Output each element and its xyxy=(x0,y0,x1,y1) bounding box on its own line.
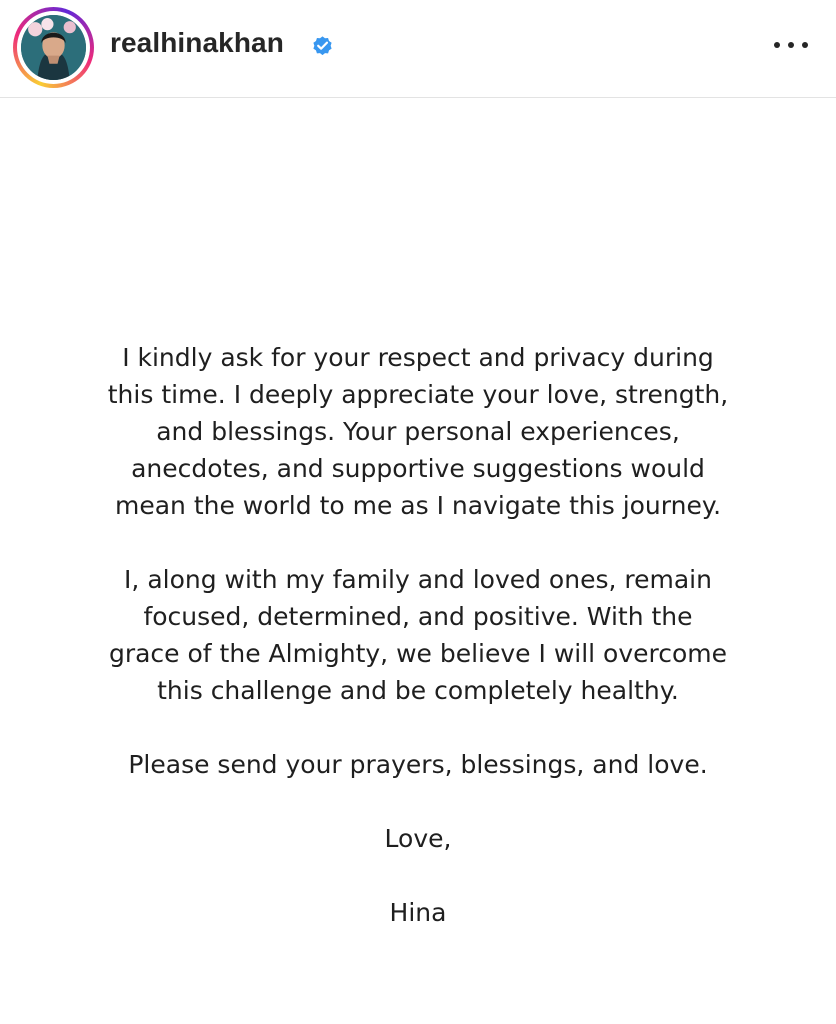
text-line: grace of the Almighty, we believe I will overcome xyxy=(108,639,728,668)
more-dot-2 xyxy=(788,42,794,48)
text-line: anecdotes, and supportive suggestions would xyxy=(131,454,705,483)
post-header xyxy=(0,0,836,98)
text-line: Hina xyxy=(389,898,447,927)
more-dot-1 xyxy=(774,42,780,48)
text-line: mean the world to me as I navigate this journey. xyxy=(114,491,722,520)
text-line: this challenge and be completely healthy. xyxy=(157,676,679,705)
more-options-icon[interactable] xyxy=(774,38,808,52)
more-dot-3 xyxy=(802,42,808,48)
paragraph-3 xyxy=(0,746,836,783)
avatar-image xyxy=(21,15,86,80)
verified-badge-icon xyxy=(311,34,334,57)
paragraph-2 xyxy=(0,561,836,709)
text-line: I kindly ask for your respect and privacy during xyxy=(122,343,714,372)
text-line: Please send your prayers, blessings, and love. xyxy=(128,750,708,779)
signature-name xyxy=(0,894,836,931)
text-line: focused, determined, and positive. With the xyxy=(143,602,693,631)
username-link[interactable]: realhinakhan xyxy=(110,27,284,58)
text-line: and blessings. Your personal experiences, xyxy=(156,417,680,446)
text-line: this time. I deeply appreciate your love, strength, xyxy=(107,380,729,409)
text-line: I, along with my family and loved ones, remain xyxy=(124,565,712,594)
statement-text xyxy=(0,339,836,931)
sign-off xyxy=(0,820,836,857)
avatar[interactable] xyxy=(21,15,86,80)
paragraph-1 xyxy=(0,339,836,524)
post-image[interactable] xyxy=(0,99,836,1024)
story-ring[interactable] xyxy=(13,7,94,88)
text-line: Love, xyxy=(384,824,452,853)
